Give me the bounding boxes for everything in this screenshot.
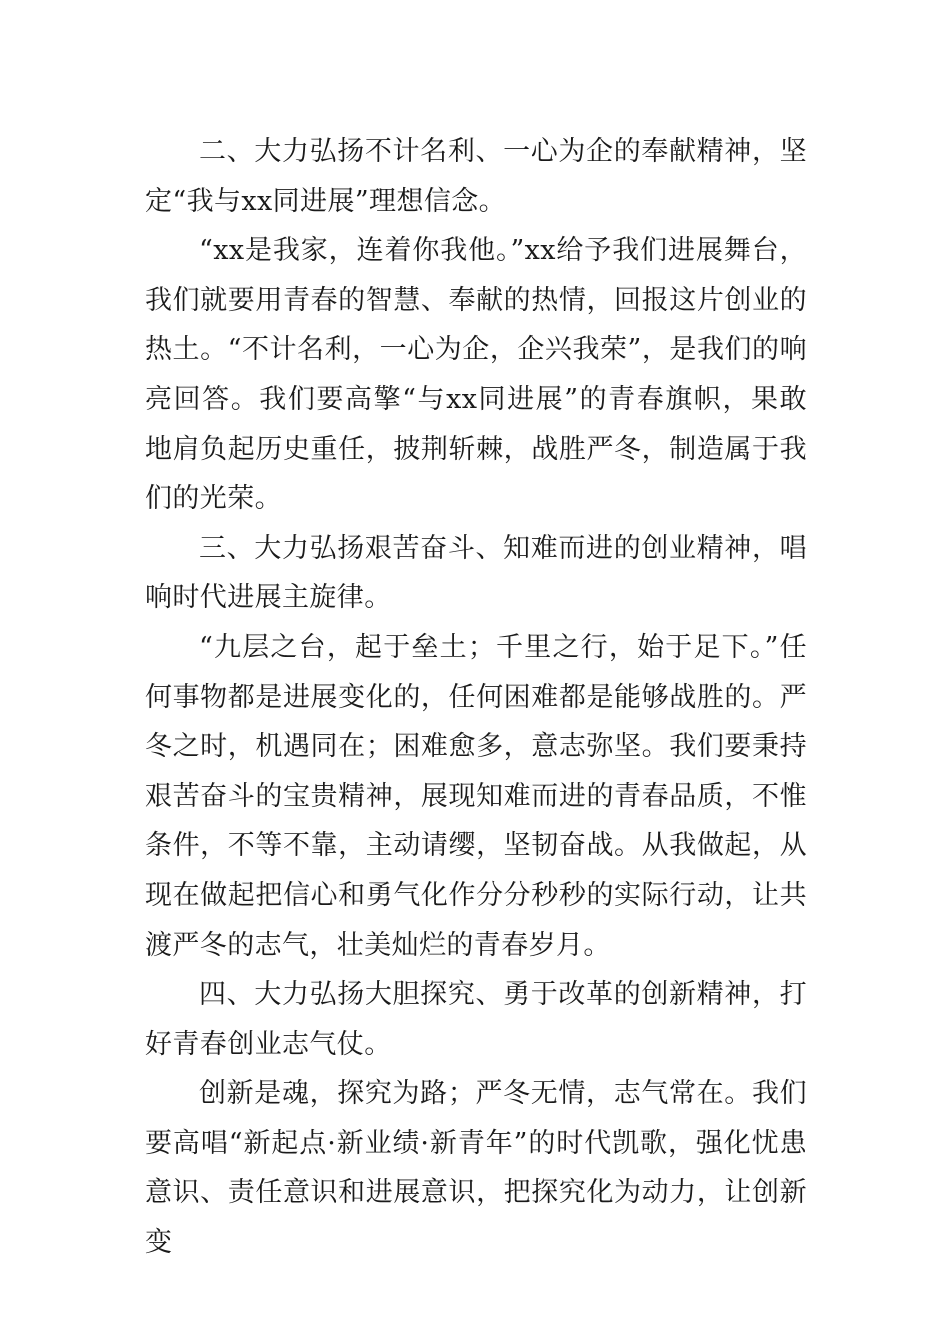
document-body <box>145 127 807 1268</box>
body-paragraph: 创新是魂，探究为路；严冬无情，志气常在。我们要高唱“新起点·新业绩·新青年”的时代凯歌，强化忧患意识、责任意识和进展意识，把探究化为动力，让创新变 <box>145 1078 807 1259</box>
section-heading-three: 三、大力弘扬艰苦奋斗、知难而进的创业精神，唱响时代进展主旋律。 <box>145 532 807 614</box>
section-heading-two: 二、大力弘扬不计名利、一心为企的奉献精神，坚定“我与xx同进展”理想信念。 <box>145 136 807 217</box>
body-paragraph: “xx是我家，连着你我他。”xx给予我们进展舞台，我们就要用青春的智慧、奉献的热情，回报这片创业的热土。“不计名利，一心为企，企兴我荣”，是我们的响亮回答。我们要高擎“与xx同进展”的青春旗帜，果敢地肩负起历史重任，披荆斩棘，战胜严冬，制造属于我们的光荣。 <box>145 235 807 515</box>
body-paragraph: “九层之台，起于垒土；千里之行，始于足下。”任何事物都是进展变化的，任何困难都是能够战胜的。严冬之时，机遇同在；困难愈多，意志弥坚。我们要秉持艰苦奋斗的宝贵精神，展现知难而进的青春品质，不惟条件，不等不靠，主动请缨，坚韧奋战。从我做起，从现在做起把信心和勇气化作分分秒秒的实际行动，让共渡严冬的志气，壮美灿烂的青春岁月。 <box>145 631 807 961</box>
section-heading-four: 四、大力弘扬大胆探究、勇于改革的创新精神，打好青春创业志气仗。 <box>145 979 807 1060</box>
